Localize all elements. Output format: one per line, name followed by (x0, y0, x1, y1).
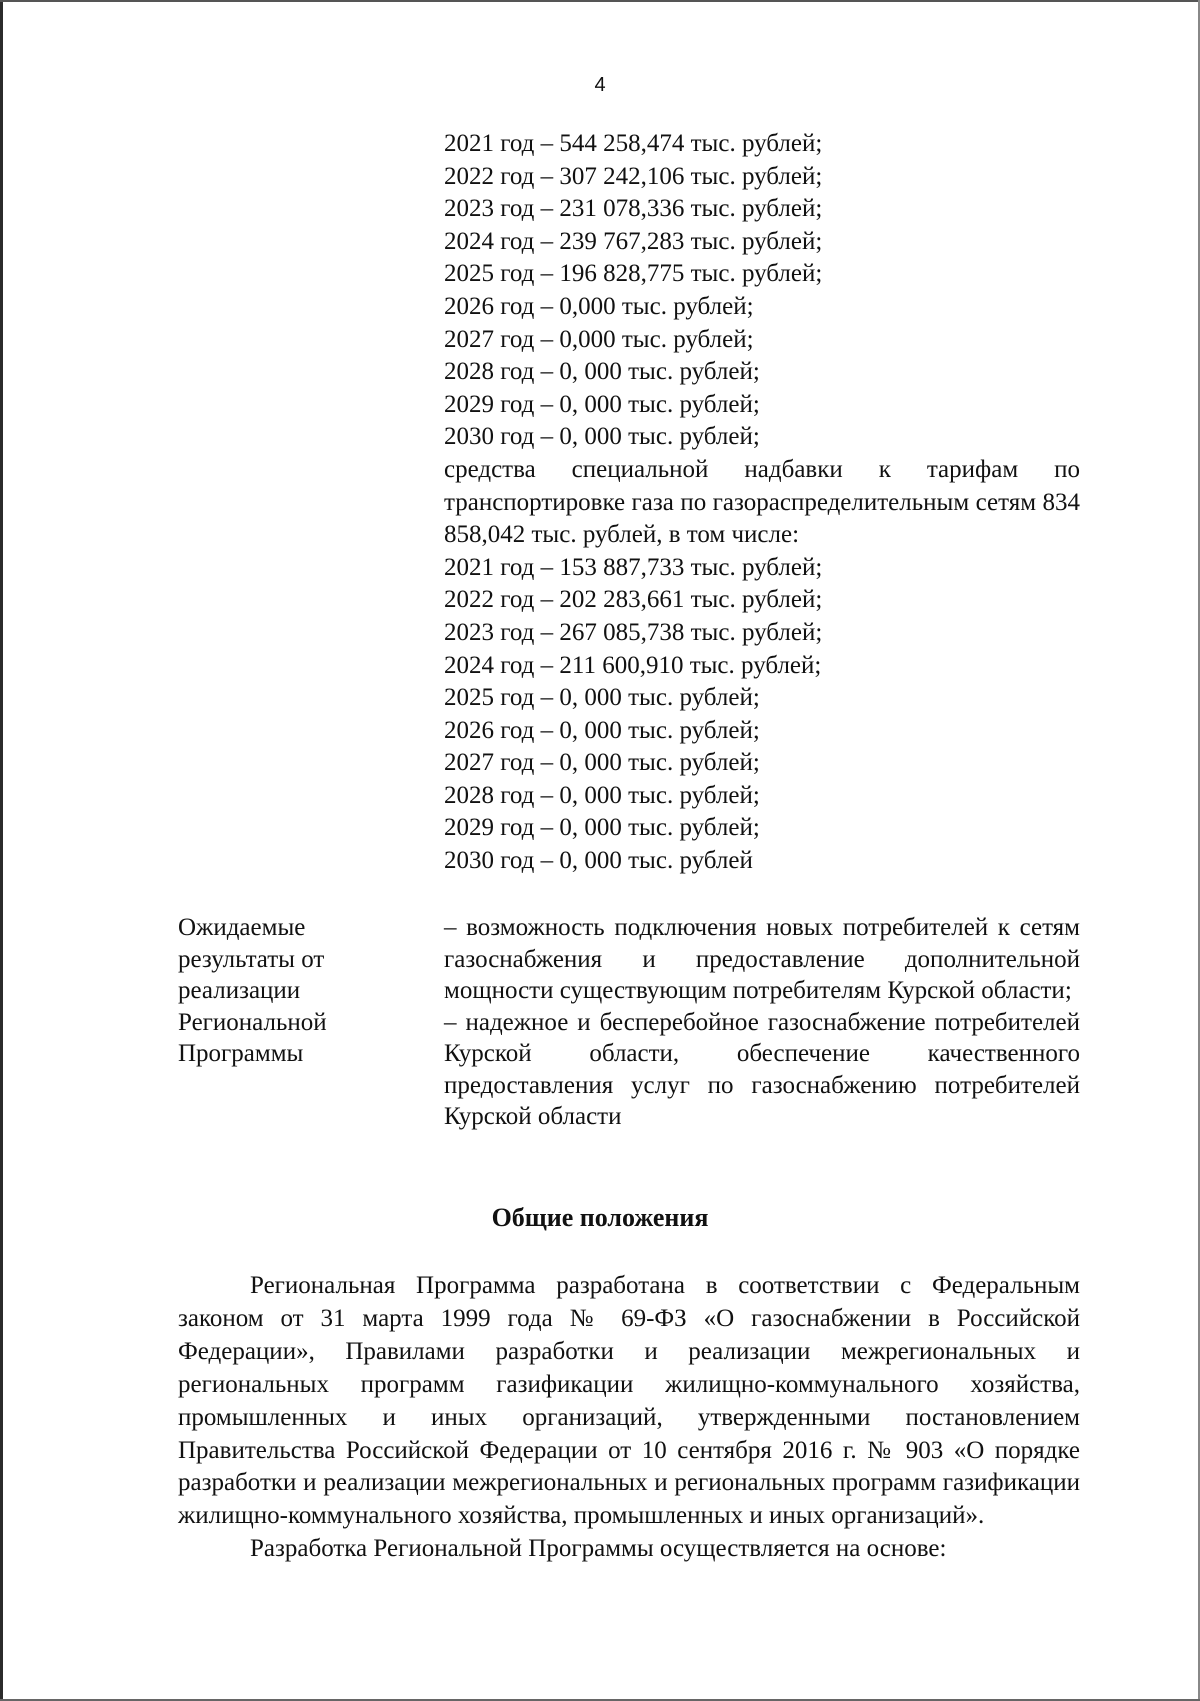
paragraph: Региональная Программа разработана в соответствии с Федеральным законом от 31 марта 1999 года № 69-ФЗ «О газоснабжении в Российской Федерации», Правилами разработки и реализации межрегиональных и региональных программ газификации жилищно-коммунального хозяйства, промышленных и иных организаций, утвержденными постановлением Правительства Российской Федерации от 10 сентября 2016 г. № 903 «О порядке разработки и реализации межрегиональных и региональных программ газификации жилищно-коммунального хозяйства, промышленных и иных организаций». (178, 1272, 1080, 1530)
result-item: – надежное и бесперебойное газоснабжение потребителей Курской области, обеспечение качественного предоставления услуг по газоснабжению потребителей Курской области (444, 1008, 1080, 1130)
surcharge-line: 2025 год – 0, 000 тыс. рублей; (444, 684, 760, 712)
budget-line: 2026 год – 0,000 тыс. рублей; (444, 292, 754, 320)
surcharge-line: 2029 год – 0, 000 тыс. рублей; (444, 814, 760, 842)
page-number: 4 (594, 74, 606, 96)
section-heading: Общие положения (491, 1203, 709, 1232)
budget-line: 2024 год – 239 767,283 тыс. рублей; (444, 227, 823, 255)
scan-border-top (0, 0, 1200, 2)
surcharge-line: 2024 год – 211 600,910 тыс. рублей; (444, 651, 822, 679)
paragraph: Разработка Региональной Программы осуществляется на основе: (250, 1535, 947, 1563)
label-line: Региональной (178, 1008, 327, 1036)
budget-line: 2027 год – 0,000 тыс. рублей; (444, 325, 754, 353)
budget-line: 2021 год – 544 258,474 тыс. рублей; (444, 130, 823, 157)
label-line: результаты от (178, 945, 325, 973)
surcharge-line: 2027 год – 0, 000 тыс. рублей; (444, 749, 760, 777)
surcharge-line: 2023 год – 267 085,738 тыс. рублей; (444, 618, 823, 646)
budget-line: 2022 год – 307 242,106 тыс. рублей; (444, 162, 823, 190)
budget-line: 2030 год – 0, 000 тыс. рублей; (444, 423, 760, 451)
funding-block (444, 128, 1080, 878)
general-provisions-text (178, 1270, 1080, 1566)
surcharge-line: 2022 год – 202 283,661 тыс. рублей; (444, 586, 823, 614)
expected-results-body (444, 912, 1080, 1133)
surcharge-line: 2028 год – 0, 000 тыс. рублей; (444, 781, 760, 809)
budget-line: 2029 год – 0, 000 тыс. рублей; (444, 390, 760, 418)
special-surcharge-text: средства специальной надбавки к тарифам по транспортировке газа по газораспределительным сетям 834 858,042 тыс. рублей, в том числе: (444, 455, 1080, 549)
surcharge-line: 2026 год – 0, 000 тыс. рублей; (444, 716, 760, 744)
budget-line: 2028 год – 0, 000 тыс. рублей; (444, 358, 760, 386)
expected-results-label (178, 912, 408, 1070)
budget-line: 2023 год – 231 078,336 тыс. рублей; (444, 195, 823, 223)
label-line: Программы (178, 1040, 304, 1067)
budget-line: 2025 год – 196 828,775 тыс. рублей; (444, 260, 823, 288)
label-line: Ожидаемые (178, 914, 306, 941)
surcharge-line: 2030 год – 0, 000 тыс. рублей (444, 847, 753, 875)
result-item: – возможность подключения новых потребителей к сетям газоснабжения и предоставление дополнительной мощности существующим потребителям Курской области; (444, 914, 1080, 1004)
label-line: реализации (178, 977, 301, 1004)
scan-border-left (0, 0, 3, 1701)
surcharge-line: 2021 год – 153 887,733 тыс. рублей; (444, 553, 823, 581)
